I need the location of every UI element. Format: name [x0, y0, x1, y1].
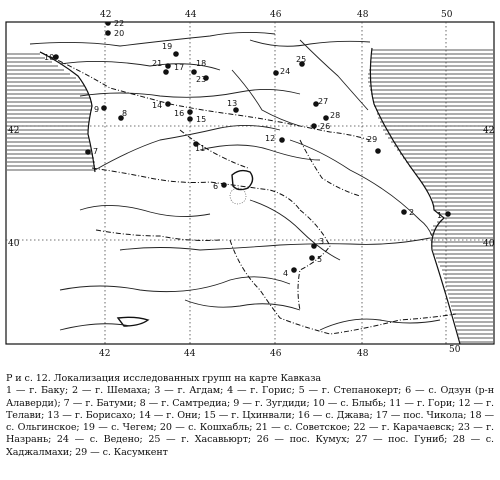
location-label: 20 — [114, 29, 125, 38]
location-dot-15 — [187, 116, 193, 122]
location-label: 12 — [265, 134, 276, 143]
location-label: 8 — [122, 109, 128, 118]
location-label: 24 — [280, 67, 291, 76]
reservoir-outline — [230, 188, 246, 204]
location-label: 19 — [162, 42, 173, 51]
location-label: 25 — [296, 55, 307, 64]
longitude-label-bottom: 50 — [449, 345, 461, 355]
longitude-label-top: 50 — [441, 10, 453, 20]
location-dot-9 — [101, 105, 107, 111]
location-dot-7 — [85, 149, 91, 155]
location-label: 16 — [174, 109, 185, 118]
figure-caption — [6, 373, 494, 459]
location-dot-4 — [291, 267, 297, 273]
latitude-label-right: 42 — [483, 126, 495, 136]
location-label: 6 — [213, 182, 219, 191]
location-label: 10 — [44, 53, 55, 62]
location-label: 3 — [319, 237, 325, 246]
latitude-label-right: 40 — [483, 239, 495, 249]
location-label: 18 — [196, 59, 207, 68]
location-label: 29 — [367, 135, 378, 144]
location-label: 28 — [330, 111, 341, 120]
location-dot-6 — [221, 182, 227, 188]
caption-legend: 1 — г. Баку; 2 — г. Шемаха; 3 — г. Агдам; 4 — г. Горис; 5 — г. Степанокерт; 6 — с. Одзун (р-н Алаверди); 7 — г. Батуми; 8 — г. Самтредиа; 9 — г. Зугдиди; 10 — с. Блыбь; 11 — г. Гори; 12 — г. Телави; 13 — г. Борисахо; 14 — г. Они; 15 — г. Цхинвали; 16 — с. Джава; 17 — пос. Чикола; 18 — с. Ольгинское; 19 — с. Чегем; 20 — с. Кошхабль; 21 — с. Советское; 22 — г. Карачаевск; 23 — г. Назрань; 24 — с. Ведено; 25 — г. Хасавьюрт; 26 — пос. Кумух; 27 — пос. Гуниб; 28 — с. Хаджалмахи; 29 — с. Касумкент — [6, 385, 494, 458]
location-label: 2 — [409, 208, 415, 217]
location-label: 27 — [318, 97, 329, 106]
location-label: 9 — [94, 105, 100, 114]
location-dot-19 — [173, 51, 179, 57]
caspian-coastline — [370, 48, 460, 344]
location-label: 14 — [152, 101, 163, 110]
location-label: 5 — [317, 255, 323, 264]
location-dot-26 — [311, 123, 317, 129]
black-sea — [7, 54, 95, 170]
location-dot-3 — [311, 243, 317, 249]
longitude-label-top: 46 — [270, 10, 282, 20]
location-label: 7 — [93, 147, 99, 156]
location-dot-22 — [105, 20, 111, 26]
location-label: 4 — [283, 269, 289, 278]
location-label: 21 — [152, 59, 163, 68]
location-dot-24 — [273, 70, 279, 76]
longitude-label-bottom: 42 — [99, 349, 111, 359]
location-label: 23 — [196, 75, 207, 84]
latitude-label-left: 42 — [8, 126, 20, 136]
longitude-label-top: 44 — [185, 10, 197, 20]
location-dot-13 — [233, 107, 239, 113]
longitude-label-top: 42 — [100, 10, 112, 20]
location-label: 15 — [196, 115, 207, 124]
location-dot-18 — [191, 69, 197, 75]
location-dot-5 — [309, 255, 315, 261]
location-dot-17 — [165, 63, 171, 69]
location-dot-16 — [187, 109, 193, 115]
location-dot-29 — [375, 148, 381, 154]
caption-title: Р и с. 12. Локализация исследованных групп на карте Кавказа — [6, 373, 321, 384]
location-dot-12 — [279, 137, 285, 143]
location-label: 22 — [114, 19, 125, 28]
location-label: 11 — [195, 144, 206, 153]
longitude-label-top: 48 — [357, 10, 369, 20]
location-dot-28 — [323, 115, 329, 121]
location-dot-20 — [105, 30, 111, 36]
location-label: 17 — [174, 63, 185, 72]
longitude-label-bottom: 46 — [270, 349, 282, 359]
location-label: 1 — [437, 211, 443, 220]
location-label: 26 — [320, 122, 331, 131]
location-dot-14 — [165, 101, 171, 107]
longitude-label-bottom: 44 — [184, 349, 196, 359]
location-dot-2 — [401, 209, 407, 215]
caspian-sea — [368, 50, 493, 342]
latitude-label-left: 40 — [8, 239, 20, 249]
longitude-label-bottom: 48 — [357, 349, 369, 359]
location-dot-1 — [445, 211, 451, 217]
location-label: 13 — [227, 99, 238, 108]
location-dot-21 — [163, 69, 169, 75]
